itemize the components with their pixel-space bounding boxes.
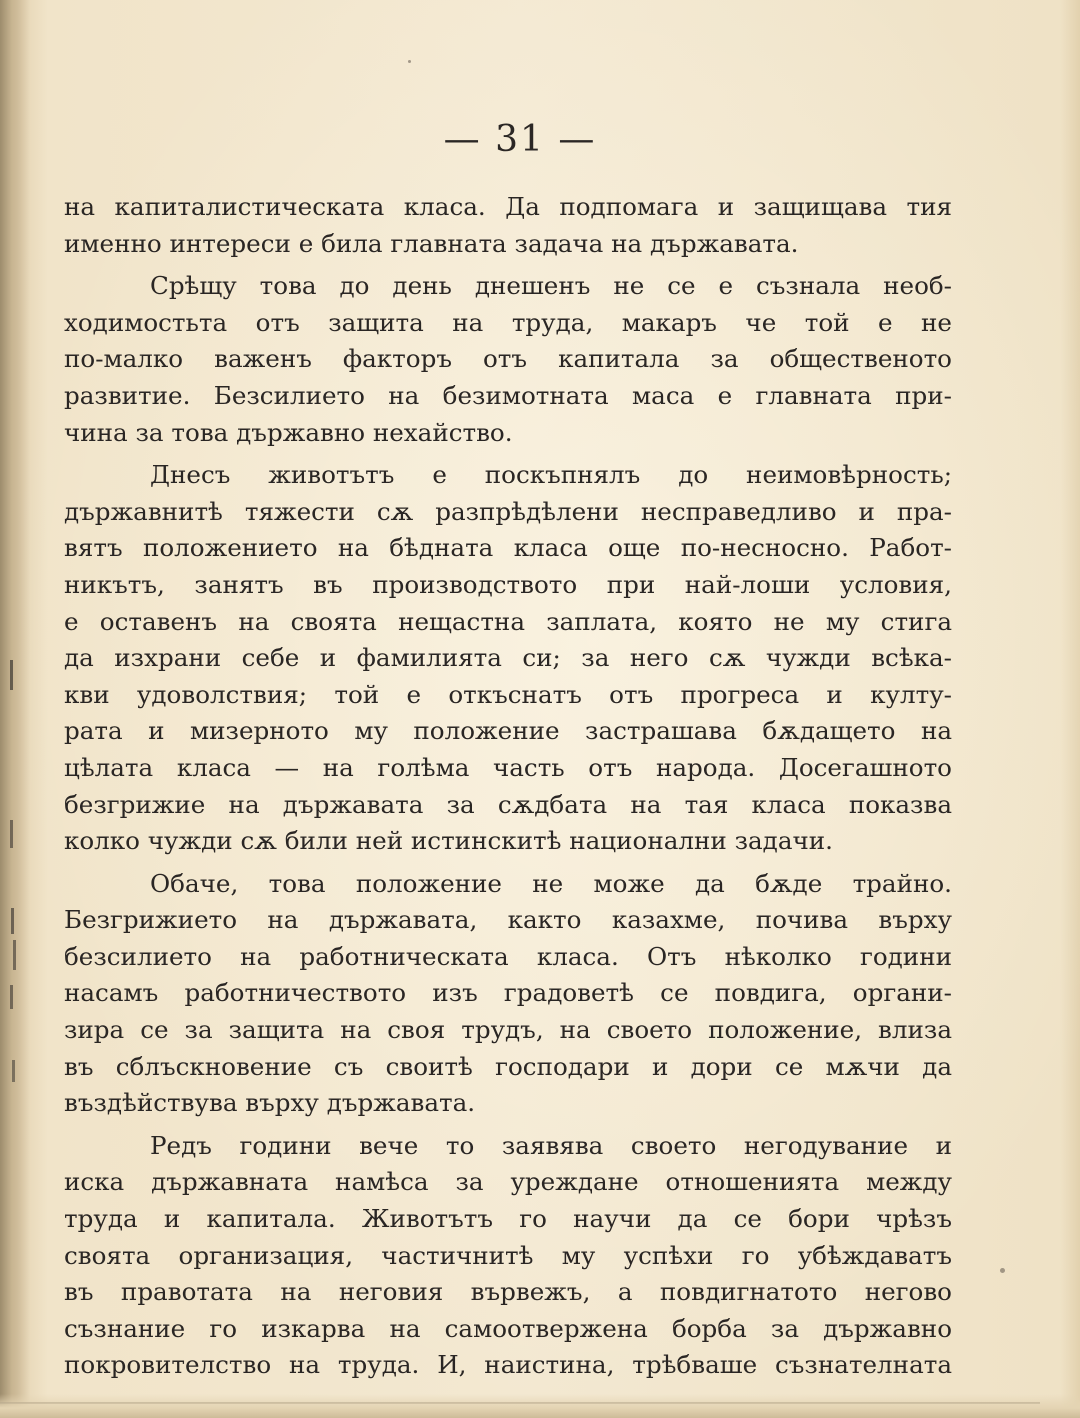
text-line: е оставенъ на своята нещастна заплата, която не му стига: [64, 606, 952, 636]
text-line: колко чужди сѫ били ней истинскитѣ национални задачи.: [64, 826, 833, 856]
text-line: Редъ години вече то заявява своето негодувание и: [150, 1130, 952, 1160]
text-line: развитие. Безсилието на безимотната маса е главната при-: [64, 380, 952, 410]
text-line: своята организация, частичнитѣ му успѣхи го убѣждаватъ: [64, 1240, 952, 1270]
margin-ink-marks: [4, 640, 44, 1110]
ink-speck: [408, 60, 411, 63]
text-line: Обаче, това положение не може да бѫде трайно.: [150, 868, 952, 898]
text-line: насамъ работничеството изъ градоветѣ се повдига, органи-: [64, 978, 952, 1008]
text-line: иска държавната намѣса за уреждане отношенията между: [64, 1167, 952, 1197]
text-line: труда и капитала. Животътъ го научи да се бори чрѣзъ: [64, 1204, 952, 1234]
text-line: въ сблъскновение съ своитѣ господари и дори се мѫчи да: [64, 1051, 952, 1081]
text-line: рата и мизерното му положение застрашава бѫдащето на: [64, 716, 952, 746]
text-line: съзнание го изкарва на самоотвержена борба за държавно: [64, 1313, 952, 1343]
page-number: — 31 —: [443, 119, 597, 160]
text-line: по-малко важенъ факторъ отъ капитала за общественото: [64, 344, 952, 374]
text-line: въздѣйствува върху държавата.: [64, 1088, 476, 1118]
text-line: безсилието на работническата класа. Отъ нѣколко години: [64, 941, 952, 971]
text-line: да изхрани себе и фамилията си; за него сѫ чужди всѣка-: [64, 643, 952, 673]
text-line: чина за това държавно нехайство.: [64, 417, 513, 447]
text-line: Срѣщу това до день днешенъ не се е съзнала необ-: [150, 271, 952, 301]
text-line: вятъ положението на бѣдната класа още по-несносно. Работ-: [64, 533, 952, 563]
text-line: зира се за защита на своя трудъ, на своето положение, влиза: [64, 1015, 952, 1045]
text-line: покровителство на труда. И, наистина, трѣбваше съзнателната: [64, 1350, 952, 1380]
page-bottom-shadow: [0, 1394, 1080, 1418]
text-line: безгрижие на държавата за сѫдбата на тая класа показва: [64, 789, 952, 819]
text-line: никътъ, занятъ въ производството при най-лоши условия,: [64, 569, 952, 599]
text-line: Безгрижието на държавата, както казахме, почива върху: [64, 905, 952, 935]
text-line: на капиталистическата класа. Да подпомага и защищава тия: [64, 192, 952, 221]
body-text: [64, 189, 952, 1384]
text-line: държавнитѣ тяжести сѫ разпрѣдѣлени несправедливо и пра-: [64, 496, 952, 526]
text-line: кви удоволствия; той е откъснатъ отъ прогреса и култу-: [64, 679, 952, 709]
text-line: именно интереси е била главната задача на държавата.: [64, 228, 799, 258]
ink-speck: [1000, 1268, 1005, 1273]
text-line: цѣлата класа — на голѣма часть отъ народа. Досегашното: [64, 752, 952, 782]
text-line: Днесъ животътъ е поскъпнялъ до неимовѣрность;: [150, 460, 952, 490]
text-line: въ правотата на неговия вървежъ, а повдигнатото негово: [64, 1277, 952, 1307]
text-line: ходимостьта отъ защита на труда, макаръ че той е не: [64, 307, 952, 337]
